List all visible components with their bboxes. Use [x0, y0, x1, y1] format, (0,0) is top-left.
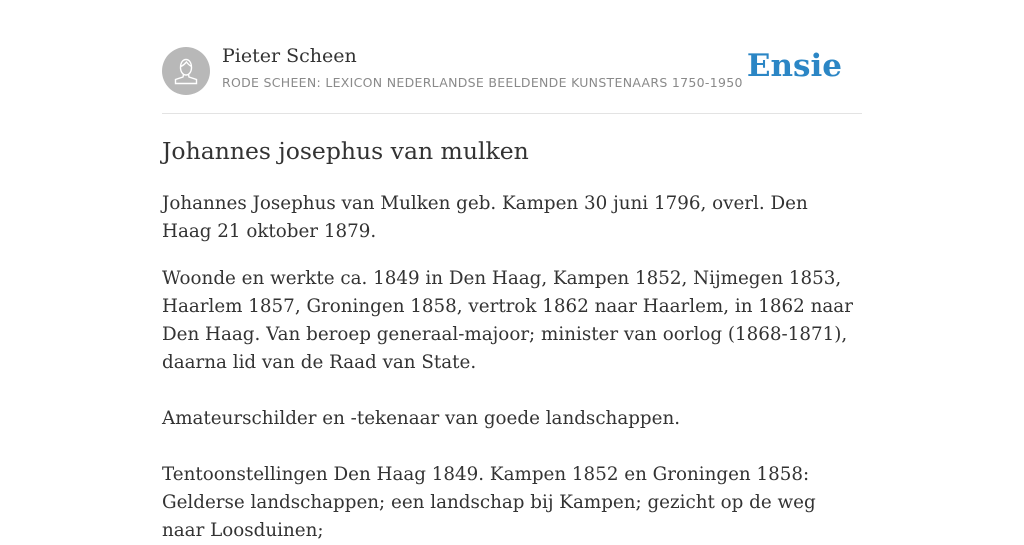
author-avatar[interactable]: [162, 47, 210, 95]
user-silhouette-icon: [162, 47, 210, 95]
article-paragraph: Woonde en werkte ca. 1849 in Den Haag, Kampen 1852, Nijmegen 1853, Haarlem 1857, Groningen 1858, vertrok 1862 naar Haarlem, in 1862 naar Den Haag. Van beroep generaal-majoor; minister van oorlog (1868-1871), daarna lid van de Raad van State.: [162, 268, 853, 373]
article-paragraph: Johannes Josephus van Mulken geb. Kampen 30 juni 1796, overl. Den Haag 21 oktober 1879.: [162, 193, 808, 242]
article-paragraph: Amateurschilder en -tekenaar van goede landschappen.: [162, 408, 681, 429]
author-name[interactable]: Pieter Scheen: [222, 45, 357, 67]
article-paragraph: Tentoonstellingen Den Haag 1849. Kampen 1852 en Groningen 1858: Gelderse landschappen; een landschap bij Kampen; gezicht op de weg naar Loosduinen;: [162, 464, 816, 541]
source-title[interactable]: RODE SCHEEN: LEXICON NEDERLANDSE BEELDENDE KUNSTENAARS 1750-1950: [222, 75, 743, 90]
ensie-logo[interactable]: Ensie: [746, 48, 842, 84]
article-header: [162, 0, 862, 114]
article-container: [162, 0, 862, 541]
article-title: Johannes josephus van mulken: [162, 137, 529, 165]
